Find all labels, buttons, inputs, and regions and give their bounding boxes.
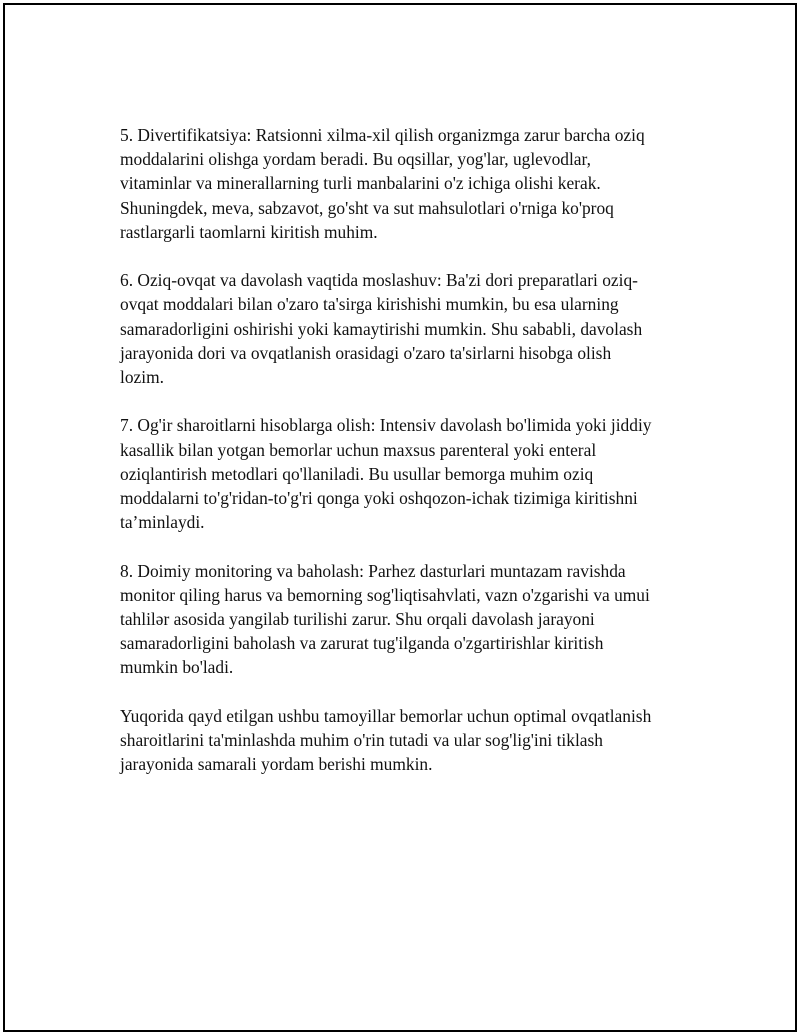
paragraph-monitoring: 8. Doimiy monitoring va baholash: Parhez dasturlari muntazam ravishda monitor qiling harus va bemorning sog'liqtisahvlati, vazn o'zgarishi va umui tahlilər asosida yangilab turilishi zarur. Shu orqali davolash jarayoni samaradorligini baholash va zarurat tug'ilganda o'zgartirishlar kiritish mumkin bo'ladi. — [120, 560, 650, 678]
paragraph-diversification: 5. Divertifikatsiya: Ratsionni xilma-xil qilish organizmga zarur barcha oziq moddalarini olishga yordam beradi. Bu oqsillar, yog'lar, uglevodlar, vitaminlar va minerallarning turli manbalarini o'z ichiga olishi kerak. Shuningdek, meva, sabzavot, go'sht va sut mahsulotlari o'rniga ko'proq rastlargarli taomlarni kiritish muhim. — [120, 125, 645, 242]
document-page — [3, 3, 797, 1032]
document-body — [120, 123, 700, 801]
paragraph-conclusion: Yuqorida qayd etilgan ushbu tamoyillar bemorlar uchun optimal ovqatlanish sharoitlarini ta'minlashda muhim o'rin tutadi va ular sog'lig'ini tiklash jarayonida samarali yordam berishi mumkin. — [120, 705, 652, 775]
paragraph-food-drug-adaptation: 6. Oziq-ovqat va davolash vaqtida moslashuv: Ba'zi dori preparatlari oziq- ovqat moddalari bilan o'zaro ta'sirga kirishishi mumkin, bu esa ularning samaradorligini oshirishi yoki kamaytirishi mumkin. Shu sababli, davolash jarayonida dori va ovqatlanish orasidagi o'zaro ta'sirlarni hisobga olish lozim. — [120, 270, 643, 388]
paragraph-severe-conditions: 7. Og'ir sharoitlarni hisoblarga olish: Intensiv davolash bo'limida yoki jiddiy kasallik bilan yotgan bemorlar uchun maxsus parenteral yoki enteral oziqlantirish metodlari qo'llaniladi. Bu usullar bemorga muhim oziq moddalarni to'g'ridan-to'g'ri qonga yoki oshqozon-ichak tizimiga kiritishni ta’minlaydi. — [120, 415, 652, 533]
